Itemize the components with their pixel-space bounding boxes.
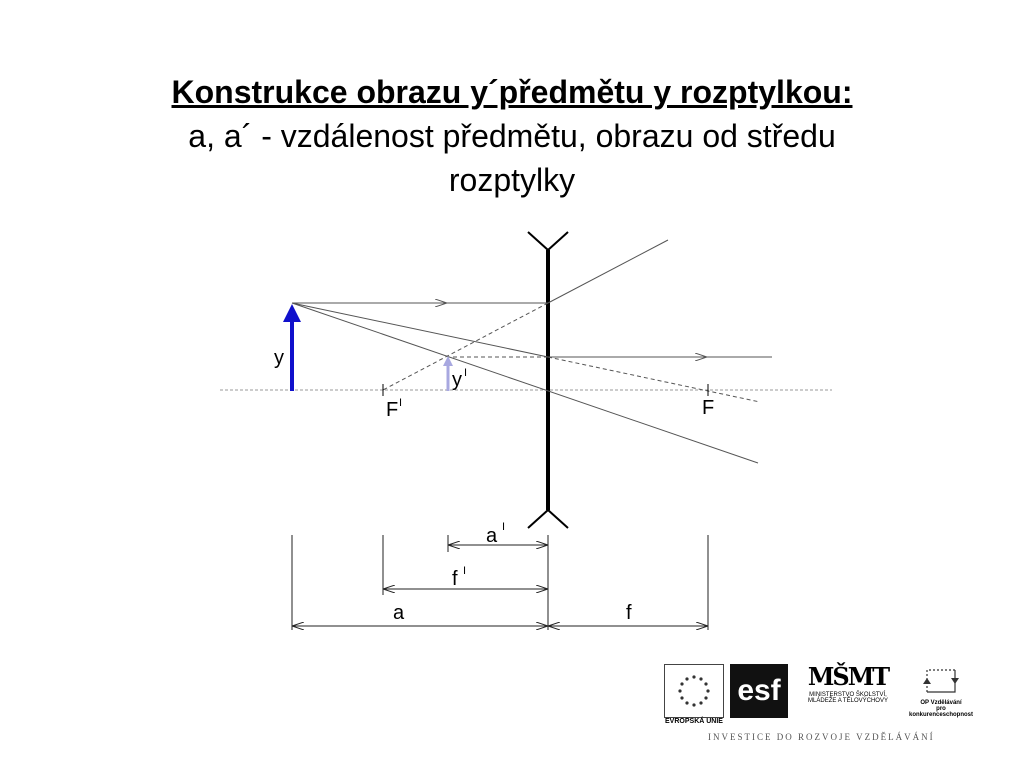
lens-bottom-cap (528, 510, 568, 528)
msmt-mark: MŠMT (807, 662, 889, 691)
lens-top-cap (528, 232, 568, 250)
ray-refracted-up (548, 240, 668, 303)
dim-a-image-label: a (486, 525, 498, 547)
image-label-mark: I (464, 367, 468, 379)
op-logo (908, 664, 974, 724)
ray-toward-focus-extension (548, 357, 760, 402)
footer-logos (664, 662, 976, 742)
msmt-label-2: MLÁDEŽE A TĚLOVÝCHOVY (808, 698, 888, 704)
eu-flag-logo (664, 664, 724, 718)
dim-a-image-mark: I (502, 521, 506, 533)
msmt-label-1: MINISTERSTVO ŠKOLSTVÍ, (809, 692, 887, 698)
op-label-1: OP Vzdělávání (920, 700, 962, 706)
ray-through-center (292, 303, 758, 463)
image-label: y (452, 369, 462, 391)
msmt-logo (794, 662, 902, 722)
op-label-2: pro konkurenceschopnost (908, 706, 973, 718)
object-arrow-head (283, 304, 301, 322)
slide-title: Konstrukce obrazu y´předmětu y rozptylkou: (171, 74, 853, 110)
eu-label: EVROPSKÁ UNIE (665, 718, 723, 725)
investment-slogan: INVESTICE DO ROZVOJE VZDĚLÁVÁNÍ (708, 732, 935, 742)
op-arrows-icon (921, 664, 961, 698)
slide-subtitle-line-2: rozptylky (448, 162, 576, 198)
dim-a-label: a (393, 602, 405, 624)
esf-logo: esf (730, 664, 788, 718)
focus-image-side-label: F (702, 397, 715, 419)
slide-subtitle-line-1: a, a´ - vzdálenost předmětu, obrazu od středu (188, 118, 836, 154)
focus-object-side-label: F (386, 399, 399, 421)
ray-toward-focus (292, 303, 548, 357)
dim-f-label: f (626, 602, 632, 624)
dim-f-image-label: f (452, 568, 458, 590)
eu-stars-icon (665, 665, 723, 717)
dim-f-image-mark: I (463, 565, 467, 577)
focus-object-side-mark: I (399, 397, 403, 409)
object-label: y (274, 347, 284, 369)
